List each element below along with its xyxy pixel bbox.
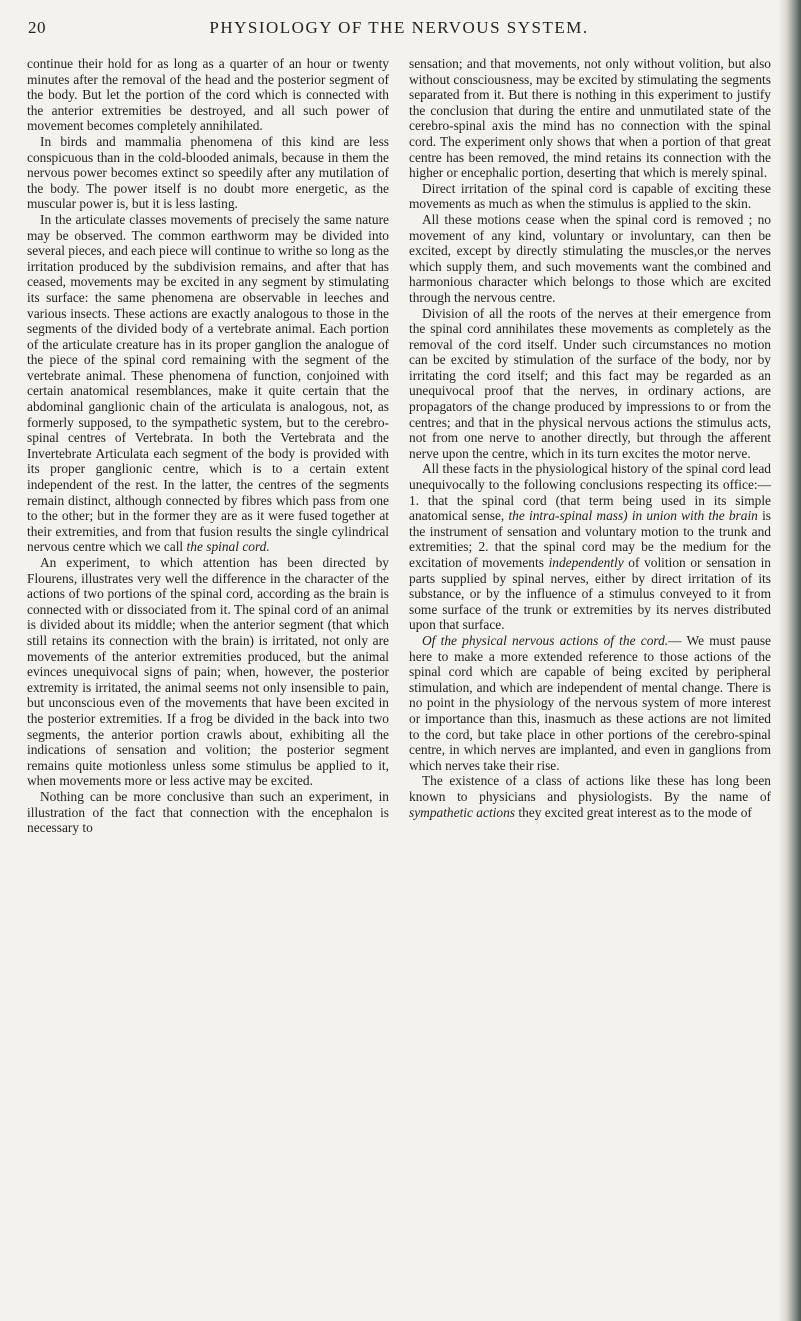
paragraph: [27, 212, 389, 555]
page-number: 20: [28, 18, 46, 37]
paragraph: Direct irritation of the spinal cord is capable of exciting these movements as much as when the stimulus is applied to the skin.: [409, 180, 771, 212]
paragraph: [409, 633, 771, 773]
page-edge-shadow: [779, 0, 801, 1321]
page-header: [28, 18, 770, 48]
left-column: [27, 56, 389, 836]
italic-term: the spinal cord.: [186, 539, 270, 555]
paragraph-text: they excited great interest as to the mode of: [518, 804, 752, 820]
right-column: [409, 56, 771, 820]
paragraph: An experiment, to which attention has been directed by Flourens, illustrates very well the difference in the character of the actions of two portions of the spinal cord, according as the brain is connected with or dissociated from it. The spinal cord of an animal is divided about its middle; when the anterior segment (that which still retains its connection with the brain) is irritated, not only are movements of the anterior extremities produced, but the animal evinces unequivocal signs of pain; when, however, the posterior extremity is irritated, the animal seems not only insensible to pain, but unconscious even of the movements that have been excited in the posterior extremities. If a frog be divided in the back into two segments, the anterior portion crawls about, exhibiting all the indications of sensation and volition; the posterior segment remains quite motionless unless some stimulus be applied to it, when movements more or less active may be excited.: [27, 555, 389, 789]
paragraph-text: All these facts in the physiological history of the spinal cord lead unequivocally to the following conclusions respecting its office:— 1. that the spinal cord (that term being used in its simple anatomical sense,: [409, 461, 771, 524]
paragraph: In birds and mammalia phenomena of this kind are less conspicuous than in the cold-blooded animals, because in them the nervous power becomes extinct so speedily after any mutilation of the body. The power itself is no doubt more energetic, as the muscular power is, but it is less lasting.: [27, 133, 389, 212]
section-heading: Of the physical nervous actions of the cord.: [422, 632, 669, 648]
paragraph: Nothing can be more conclusive than such an experiment, in illustration of the fact that connection with the encephalon is necessary to: [27, 788, 389, 836]
paragraph: [409, 461, 771, 633]
paragraph-text: — We must pause here to make a more extended reference to those actions of the spinal cord which are capable of being excited by peripheral stimulation, and which are independent of mental change. There is no point in the physiology of the nervous system of more interest or importance than this, inasmuch as these actions are not limited to the cord, but take place in other portions of the cerebro-spinal centre, in which nerves are implanted, and even in ganglions from which nerves take their rise.: [409, 632, 771, 773]
paragraph-text: is the instrument of sensation and voluntary motion to the trunk and extremities; 2. that the spinal cord may be the medium for the excitation of movements: [409, 508, 771, 570]
paragraph: sensation; and that movements, not only without volition, but also without consciousness, may be excited by stimulating the segments separated from it. But there is nothing in this experiment to justify the conclusion that during the entire and unmutilated state of the cerebro-spinal axis the mind has no connection with the spinal cord. The experiment only shows that when a portion of that great centre has been removed, the mind retains its connection with the higher or encephalic portion, deserting that which is merely spinal.: [409, 56, 771, 181]
paragraph-text: In the articulate classes movements of precisely the same nature may be observed. The common earthworm may be divided into several pieces, and each piece will continue to writhe so long as the irritation produced by the subdivision remains, and after that has ceased, movements may be excited in any segment by stimulating its surface: the same phenomena are observable in leeches and various insects. These actions are exactly analogous to those in the segments of the divided body of a vertebrate animal. Each portion of the articulate creature has in its proper ganglion the analogue of the piece of the spinal cord remaining with the segment of the vertebrate animal. These phenomena of function, conjoined with certain anatomical resemblances, make it quite certain that the abdominal ganglionic chain of the articulata is analogous, not, as formerly supposed, to the sympathetic system, but to the cerebro-spinal centres of Vertebrata. In both the Vertebrata and the Invertebrate Articulata each segment of the body is provided with its proper ganglionic centre, which is to a certain extent independent of the rest. In the latter, the centres of the segments remain distinct, although connected by fibres which pass from one to the other; but in the former they are as it were fused together at their extremities, and from that fusion results the single cylindrical nervous centre which we call: [27, 211, 389, 555]
paragraph: Division of all the roots of the nerves at their emergence from the spinal cord annihilates these movements as completely as the removal of the cord itself. Under such circumstances no motion can be excited by stimulation of the surface of the body, nor by irritating the cord itself; and this fact may be regarded as an unequivocal proof that the nerves, in ordinary actions, are propagators of the change produced by impressions to or from the centres; and that in the physical nervous actions the stimulus acts, not from one nerve to another directly, but through the afferent nerve upon the centre, which in its turn excites the motor nerve.: [409, 305, 771, 461]
paragraph: All these motions cease when the spinal cord is removed ; no movement of any kind, voluntary or involuntary, can then be excited, except by directly stimulating the muscles,or the nerves which supply them, and such movements want the combined and harmonious character which belongs to those which are excited through the nervous centre.: [409, 211, 771, 305]
italic-term: the intra-spinal mass) in union with the brain: [508, 508, 758, 524]
paragraph-text: of volition or sensation in parts supplied by spinal nerves, either by direct irritation of its substance, or by the influence of a stimulus conveyed to it from some surface of the trunk or extremities by its nerves distributed upon that surface.: [409, 555, 771, 633]
paragraph: [409, 773, 771, 820]
italic-term: independently: [548, 555, 624, 570]
paragraph: continue their hold for as long as a quarter of an hour or twenty minutes after the removal of the head and the posterior segment of the body. But let the portion of the cord which is connected with the anterior extremities be destroyed, and all such power of movement becomes completely annihilated.: [27, 56, 389, 134]
running-title: PHYSIOLOGY OF THE NERVOUS SYSTEM.: [209, 18, 589, 37]
italic-term: sympathetic actions: [409, 804, 515, 820]
paragraph-text: The existence of a class of actions like these has long been known to physicians and physiologists. By the name of: [409, 773, 771, 804]
